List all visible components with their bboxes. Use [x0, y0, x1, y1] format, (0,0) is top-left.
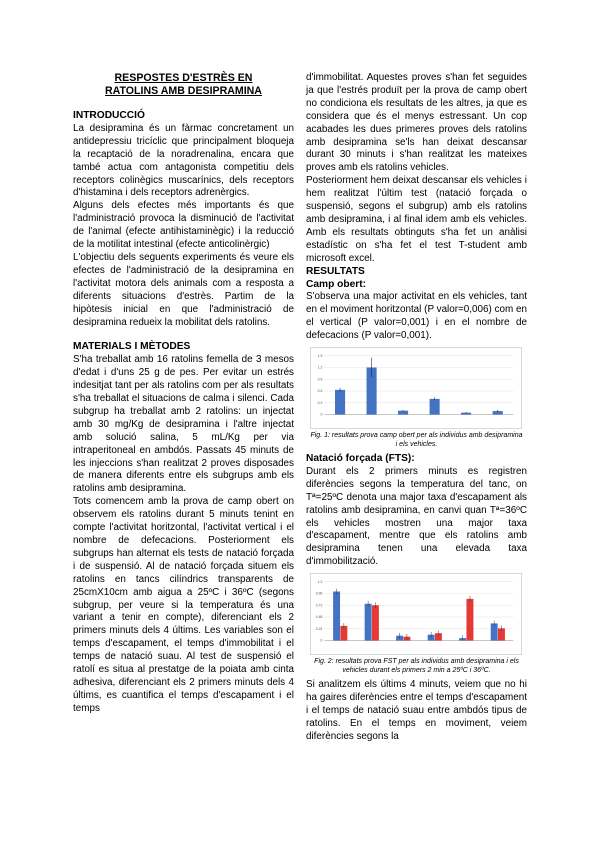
y-tick-label: 0	[320, 638, 323, 643]
right-paragraph-2: Posteriorment hem deixat descansar els vehicles i hem realitzat l'últim test (natació forçada o suspensió, segons el subgrup) amb els ratolins amb desipramina, i al final idem amb els vehicles. Amb els resultats obtinguts s'ha fet un anàlisi estadístic on s'ha fet el test T-student amb microsoft excel.	[306, 175, 527, 264]
results-heading: RESULTATS	[306, 265, 365, 277]
right-column	[306, 72, 527, 744]
y-tick-label: 0	[320, 412, 323, 417]
camp-obert-heading: Camp obert:	[306, 278, 366, 290]
figure-1-chart	[310, 347, 522, 429]
right-paragraph-1: d'immobilitat. Aquestes proves s'han fet seguides ja que l'estrés produït per la prova de camp obert no condiciona els resultats de les altres, ja que es considera que és el menys estressant. Un cop acabades les dues primeres proves dels ratolins amb desipramina se'ls han deixat descansar durant 30 minuts i s'han realitzat les mateixes proves amb els ratolins vehicles.	[306, 72, 527, 174]
y-tick-label: 0.96	[315, 591, 323, 596]
y-tick-label: 1.5	[317, 353, 323, 358]
y-tick-label: 0.3	[317, 400, 323, 405]
fts-paragraph: Durant els 2 primers minuts es registren diferències segons la temperatura del tanc, on Tª=25ºC denota una major taxa d'escapament als ratolins amb desipramina, en canvi quan Tª=36ºC els vehicles mostren una major taxa d'escapament, mentre que els ratolins amb desipramina tenen una elevada taxa d'immobilització.	[306, 465, 527, 568]
intro-paragraph-3: L'objectiu dels seguents experiments és veure els efectes de l'administració de la desipramina en l'activitat motora dels animals com a resposta a diferents situacions d'estrès. Partim de la hipòtesis inicial en que l'administració de desipramina redueix la mobilitat dels ratolins.	[73, 251, 294, 328]
camp-obert-paragraph: S'observa una major activitat en els vehicles, tant en el moviment horitzontal (P valor=0,006) com en el vertical (P valor=0,001) i en el nombre de defecacions (P valor=0,001).	[306, 291, 527, 342]
methods-heading: MATERIALS I MÈTODES	[73, 341, 191, 353]
figure-1-caption: Fig. 1: resultats prova camp obert per als individus amb desipramina i els vehicles.	[310, 432, 523, 449]
fts-heading: Natació forçada (FTS):	[306, 453, 415, 465]
y-tick-label: 1.2	[317, 365, 323, 370]
chart-bar-desipramina	[365, 604, 372, 641]
chart-bar	[335, 390, 345, 415]
y-tick-label: 0.6	[317, 389, 323, 394]
title-line-2: RATOLINS AMB DESIPRAMINA	[105, 85, 262, 97]
y-tick-label: 0.48	[315, 615, 323, 620]
figure-1	[306, 347, 527, 449]
chart-bar	[430, 399, 440, 415]
methods-paragraph-2: Tots comencem amb la prova de camp obert on observem els ratolins durant 5 minuts tenint en compte l'activitat horitzontal, l'activitat vertical i el nombre de defecacions. Posteriorment els subgrups han alternat els tests de natació forçada i de suspensió. Al de natació forçada situem els ratolins en tancs cilíndrics transparents de 25cmX10cm amb aigua a 25ºC i 36ºC (segons subgrup, per veure si la temperatura és una variant a tenir en compte), diferenciant els 2 primers minuts dels 4 últims. Les variables son el temps d'escapament, el temps d'immobilitat i el temps de natació suau. Al test de suspensió el ratolí es situa al prestatge de la poiata amb cinta adhesiva, diferenciant els 2 primers minuts dels 4 últims, es cuantifica el temps d'escapament i el temps	[73, 496, 294, 714]
left-column	[73, 72, 294, 716]
last-paragraph: Si analitzem els últims 4 minuts, veiem que no hi ha gaires diferències entre el temps d'escapament i el temps de natació suau entre ambdós tipus de ratolins. En el temps en moviment, veiem diferències segons la	[306, 679, 527, 742]
chart-bar-vehicle	[372, 605, 379, 640]
figure-2-chart	[310, 573, 522, 655]
y-tick-label: 0.9	[317, 377, 323, 382]
y-tick-label: 0.24	[315, 627, 323, 632]
title-line-1: RESPOSTES D'ESTRÈS EN	[114, 72, 253, 84]
intro-paragraph-2: Alguns dels efectes més importants és que l'administració provoca la disminució de l'activitat de l'animal (efecte antihistaminègic) i la reducció de la motilitat intestinal (efecte anticolinèrgic)	[73, 200, 294, 251]
chart-bar-vehicle	[466, 599, 473, 641]
paper-title	[73, 72, 294, 98]
figure-2-caption: Fig. 2: resultats prova FST per als individus amb desipramina i els vehicles durant els primers 2 min a 25ºC i 36ºC.	[314, 658, 519, 675]
figure-2	[306, 573, 527, 675]
intro-heading: INTRODUCCIÓ	[73, 110, 145, 121]
intro-paragraph-1: La desipramina és un fàrmac concretament un antidepressiu tricíclic que principalment bloqueja la recaptació de la noradrenalina, encara que també actua com antagonista competitiu dels receptors colinègics muscarínics, dels receptors d'histamina i dels receptors adrenèrgics.	[73, 122, 294, 199]
y-tick-label: 1.2	[317, 580, 323, 585]
chart-bar-desipramina	[333, 592, 340, 641]
methods-paragraph-1: S'ha treballat amb 16 ratolins femella de 3 mesos d'edat i d'uns 25 g de pes. Per evitar un estrés indesitjat tant per als ratolins com per als resultats s'ha treballat el situacions de calma i silenci. Cada subgrup ha treballat amb 2 ratolins: un injectat amb 30 mg/Kg de desipramina i l'altre injectat amb solució salina, 5 mL/Kg per via intraperitoneal en ambdós. Passats 45 minuts de les injeccions s'han realitzat 2 proves disposades de manera diferents entre els subgrups amb els ratolins amb desipramina.	[73, 354, 294, 495]
y-tick-label: 0.72	[315, 603, 323, 608]
